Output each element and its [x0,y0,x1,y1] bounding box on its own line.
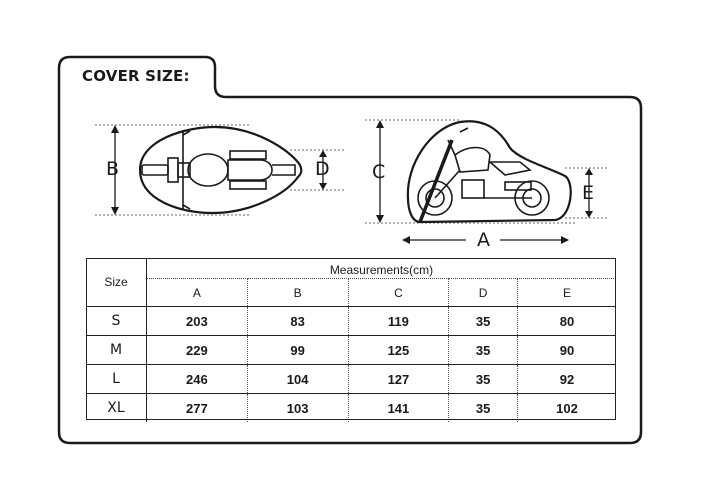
dimension-label-c: C [372,161,386,183]
table-row-l [86,365,616,394]
row-size-label: S [86,307,147,336]
table-cell: 102 [556,400,578,416]
table-cell: 35 [449,365,518,394]
dimension-label-b: B [106,158,120,180]
column-header-c: C [348,279,449,307]
table-cell: 83 [247,307,348,336]
dimension-label-e: E [582,182,595,204]
row-size-label: XL [86,394,147,423]
table-cell: 127 [348,365,449,394]
table-cell: 277 [147,394,248,423]
table-cell: 90 [517,336,616,365]
table-cell: 92 [517,365,616,394]
column-header-d: D [449,279,518,307]
table-cell: 246 [147,365,248,394]
table-cell: 229 [147,336,248,365]
table-cell: 35 [449,394,518,423]
table-cell: 119 [348,307,449,336]
table-cell: 141 [348,394,449,423]
row-size-label: M [86,336,147,365]
table-cell: 35 [449,336,518,365]
column-header-e: E [517,279,616,307]
table-cell: 99 [247,336,348,365]
side-view-diagram [360,110,620,255]
row-size-label: L [86,365,147,394]
measurements-header: Measurements(cm) [147,258,617,279]
table-cell: 80 [517,307,616,336]
table-cell: 125 [348,336,449,365]
column-header-a: A [147,279,248,307]
column-header-b: B [247,279,348,307]
table-row-s [86,307,616,336]
cover-size-title: COVER SIZE: [82,67,190,85]
size-table [86,258,616,422]
table-row-xl [86,394,616,423]
table-cell: 203 [147,307,248,336]
dimension-label-d: D [315,158,330,180]
table-cell: 104 [247,365,348,394]
table-cell: 35 [449,307,518,336]
dimension-label-a: A [477,229,490,251]
table-row-m [86,336,616,365]
table-cell: 103 [247,394,348,423]
size-column-header: Size [86,258,147,307]
